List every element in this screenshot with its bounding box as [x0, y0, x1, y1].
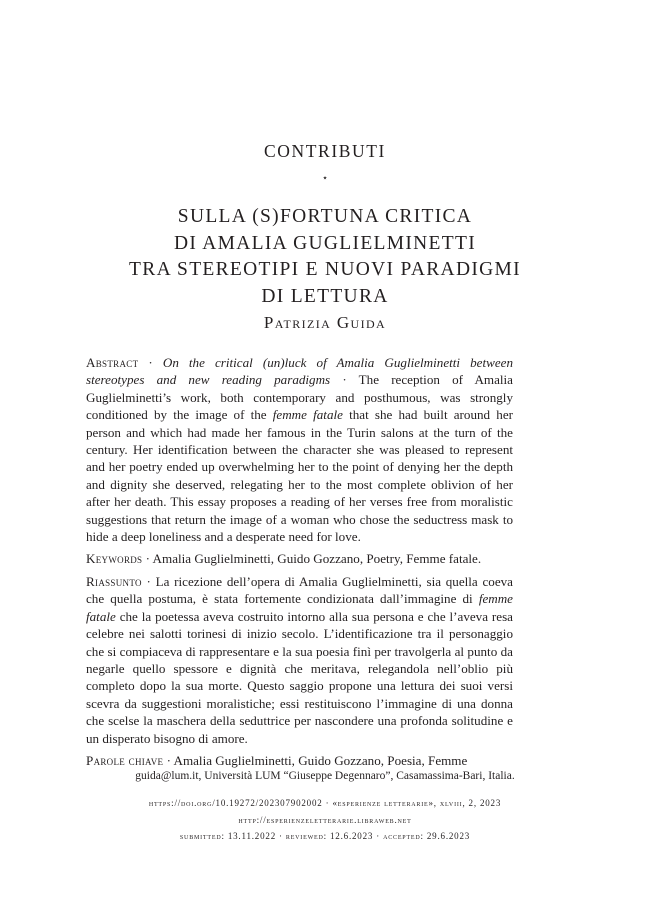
star-separator-icon: ⋆ [321, 173, 329, 184]
submitted-label: submitted [179, 831, 222, 841]
separator: · [330, 372, 359, 388]
doi-text: https://doi.org/10.19272/202307902002 · «esperienze letterarie», xlviii, 2, 2023 [148, 798, 502, 808]
abstract-paragraph [86, 354, 513, 545]
author-affiliation: guida@lum.it, Università LUM “Giuseppe Degennaro”, Casamassima-Bari, Italia. [135, 770, 515, 782]
separator: · [141, 573, 156, 589]
section-heading: CONTRIBUTI [264, 141, 386, 161]
abstract-block [86, 354, 513, 774]
author-name: Patrizia Guida [263, 313, 387, 332]
abstract-label: Abstract [86, 355, 139, 370]
accepted-label: accepted [383, 831, 421, 841]
riassunto-text-continued: che la poetessa aveva costruito intorno alla sua persona e che l’aveva resa celebre nei salotti torinesi di inizio secolo. L’identificazione tra il personaggio che si compiaceva di rappresentare e la sua poesia finì per travolgerla al punto da negarle quello spessore e dignità che meritava, relegandola nell’oblio più completo dopo la sua morte. Questo saggio propone una lettura dei suoi versi scevra da suggestioni moralistiche; essi restituiscono l’immagine di una donna che scelse la maschera della seduttrice per nascondere una profonda solitudine e un disperato bisogno di amore. [86, 608, 513, 746]
accepted-date: 29.6.2023 [426, 831, 471, 841]
url-text: http://esperienzeletterarie.libraweb.net [238, 815, 412, 825]
title-line: TRA STEREOTIPI E NUOVI PARADIGMI [129, 259, 521, 280]
keywords-label: Keywords [86, 551, 143, 567]
abstract-text: The reception of Amalia Guglielminetti’s work, both contemporary and posthumous, was strongly conditioned by the image of the [86, 372, 513, 423]
abstract-text-continued: that she had built around her person and which had made her famous in the Turin salons at the turn of the century. Her identification between the character she was pleased to represent and her poetry ended up overwhelming her to the point of denying her the depth and dignity she deserved, relegating her to the most complete oblivion of her after her death. This essay proposes a reading of her verses free from moralistic suggestions that return the image of a woman who chose the seductress mask to hide a deep loneliness and a desperate need for love. [86, 407, 513, 545]
separator: · [142, 551, 153, 567]
parole-chiave-paragraph [86, 752, 513, 769]
title-line: DI LETTURA [261, 285, 389, 307]
riassunto-label: Riassunto [86, 573, 142, 589]
article-title [0, 204, 650, 310]
parole-chiave-text: Amalia Guglielminetti, Guido Gozzano, Poesia, Femme [173, 752, 468, 768]
riassunto-italic-term: femme fatale [86, 591, 513, 624]
journal-url [0, 815, 650, 825]
separator: · [163, 752, 174, 768]
reviewed-label: reviewed [285, 831, 324, 841]
riassunto-text: La ricezione dell’opera di Amalia Guglielminetti, sia quella coeva che quella postuma, è stata fortemente condizionata dall’immagine di [86, 573, 513, 607]
abstract-italic-term: femme fatale [272, 407, 343, 423]
parole-chiave-label: Parole chiave [86, 752, 164, 768]
reviewed-date: 12.6.2023 [330, 831, 374, 841]
submitted-date: 13.11.2022 [227, 831, 276, 841]
separator: · [138, 355, 163, 370]
abstract-english-title: On the critical (un)luck of Amalia Guglielminetti between stereotypes and new reading paradigms [86, 355, 513, 388]
review-dates: submitted: 13.11.2022 · reviewed: 12.6.2023 · accepted: 29.6.2023 [179, 831, 471, 841]
riassunto-paragraph [86, 573, 513, 747]
title-line: SULLA (S)FORTUNA CRITICA [177, 206, 473, 227]
doi-line [0, 798, 650, 808]
keywords-text: Amalia Guglielminetti, Guido Gozzano, Poetry, Femme fatale. [152, 551, 482, 567]
title-line: DI AMALIA GUGLIELMINETTI [174, 232, 476, 254]
keywords-paragraph [86, 550, 513, 567]
